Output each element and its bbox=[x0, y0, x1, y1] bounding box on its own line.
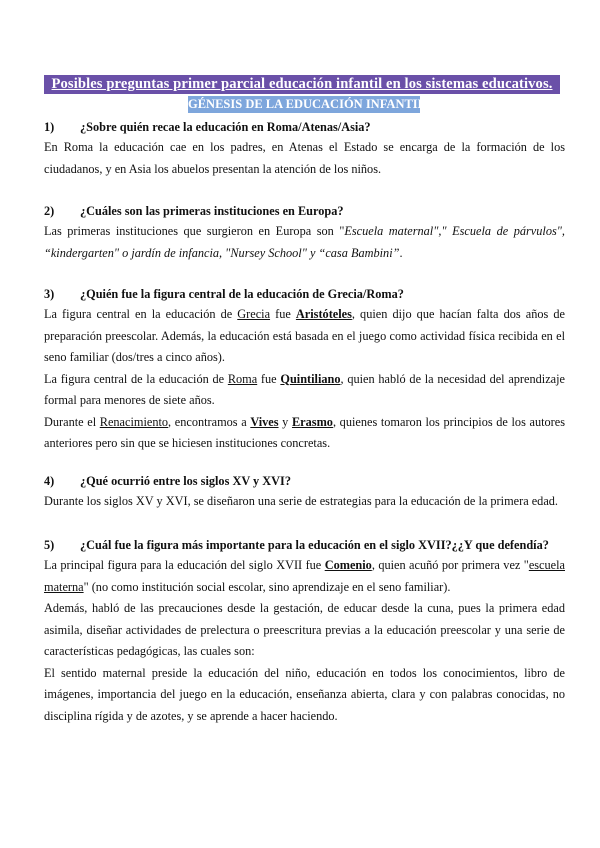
question-heading bbox=[44, 201, 344, 221]
question-number: 2) bbox=[44, 204, 55, 218]
answer-paragraph bbox=[44, 412, 565, 455]
question-heading bbox=[44, 471, 291, 491]
answer-block bbox=[44, 491, 565, 513]
question-number: 4) bbox=[44, 474, 55, 488]
text-run: Las primeras instituciones que surgieron en Europa son " bbox=[44, 224, 345, 238]
question-text: ¿Qué ocurrió entre los siglos XV y XVI? bbox=[80, 474, 291, 488]
text-run: fue bbox=[257, 371, 281, 386]
text-run: . bbox=[399, 245, 403, 260]
question-number: 1) bbox=[44, 120, 55, 134]
key-figure: Comenio bbox=[324, 558, 372, 572]
answer-paragraph bbox=[44, 598, 565, 663]
text-run: fue bbox=[270, 307, 296, 321]
text-run: La principal figura para la educación del siglo XVII fue bbox=[44, 558, 325, 572]
text-run: " (no como institución social escolar, sino aprendizaje en el seno familiar). bbox=[83, 579, 451, 594]
text-run: Además, habló de las precauciones desde la gestación, de educar desde la cuna, pues la primera edad asimila, diseñar actividades de prelectura o preescritura previas a la educación preescolar y una serie de características pedagógicas, las cuales son: bbox=[44, 601, 565, 658]
text-run: El sentido maternal preside la educación del niño, educación en todos los conocimientos, libro de imágenes, importancia del juego en la educación, enseñanza abierta, clara y con palabras conocidas, no disciplina rígida y de azotes, y se aprende a hacer haciendo. bbox=[44, 665, 565, 723]
emphasis-text: escuela materna bbox=[44, 558, 565, 594]
answer-block bbox=[44, 555, 565, 727]
text-run: La figura central en la educación de bbox=[44, 307, 238, 321]
text-run: La figura central de la educación de bbox=[44, 371, 228, 386]
question-text: ¿Cuáles son las primeras instituciones en Europa? bbox=[80, 204, 344, 218]
section-heading: GÉNESIS DE LA EDUCACIÓN INFANTIL bbox=[188, 97, 427, 111]
question-text: ¿Cuál fue la figura más importante para la educación en el siglo XVII?¿¿Y que defendía? bbox=[80, 538, 549, 552]
text-run: y bbox=[278, 414, 292, 429]
answer-paragraph bbox=[44, 491, 565, 513]
emphasis-text: Grecia bbox=[237, 307, 271, 321]
key-figure: Quintiliano bbox=[280, 371, 341, 386]
answer-paragraph bbox=[44, 663, 565, 728]
question-text: ¿Sobre quién recae la educación en Roma/Atenas/Asia? bbox=[80, 120, 371, 134]
answer-block bbox=[44, 221, 565, 264]
document-title: Posibles preguntas primer parcial educación infantil en los sistemas educativos. bbox=[44, 75, 560, 94]
key-figure: Aristóteles bbox=[295, 307, 352, 321]
answer-block bbox=[44, 137, 565, 180]
emphasis-text: Escuela maternal"," Escuela de párvulos", “kindergarten" o jardín de infancia, "Nursey School" y “casa Bambini” bbox=[44, 224, 565, 260]
question-heading bbox=[44, 284, 404, 304]
text-run: , quienes tomaron los principios de los autores anteriores pero sin que se hiciesen instituciones concretas. bbox=[44, 414, 566, 450]
answer-paragraph bbox=[44, 137, 565, 180]
text-run: , quien dijo que hacían falta dos años de preparación preescolar. Además, la educación está basada en el juego como actividad física recibida en el seno familiar (dos/tres a cinco años). bbox=[44, 307, 565, 364]
question-text: ¿Quién fue la figura central de la educación de Grecia/Roma? bbox=[80, 287, 404, 301]
text-run: , quien acuñó por primera vez " bbox=[371, 558, 529, 572]
text-run: Durante los siglos XV y XVI, se diseñaron una serie de estrategias para la educación de la primera edad. bbox=[44, 494, 559, 508]
answer-paragraph bbox=[44, 369, 565, 412]
emphasis-text: Renacimiento bbox=[99, 414, 169, 429]
text-run: , encontramos a bbox=[168, 414, 251, 429]
question-heading bbox=[44, 117, 371, 137]
answer-block bbox=[44, 304, 565, 455]
question-heading bbox=[44, 535, 549, 555]
key-figure: Erasmo bbox=[291, 414, 333, 429]
text-run: Durante el bbox=[44, 414, 100, 429]
question-number: 5) bbox=[44, 538, 55, 552]
question-number: 3) bbox=[44, 287, 55, 301]
key-figure: Vives bbox=[250, 414, 279, 429]
emphasis-text: Roma bbox=[227, 371, 258, 386]
answer-paragraph bbox=[44, 221, 565, 264]
text-run: , quien habló de la necesidad del aprendizaje formal para menores de siete años. bbox=[44, 371, 565, 407]
answer-paragraph bbox=[44, 555, 565, 598]
text-run: En Roma la educación cae en los padres, en Atenas el Estado se encarga de la formación de los ciudadanos, y en Asia los abuelos presentan la atención de los niños. bbox=[44, 140, 565, 176]
answer-paragraph bbox=[44, 304, 565, 369]
